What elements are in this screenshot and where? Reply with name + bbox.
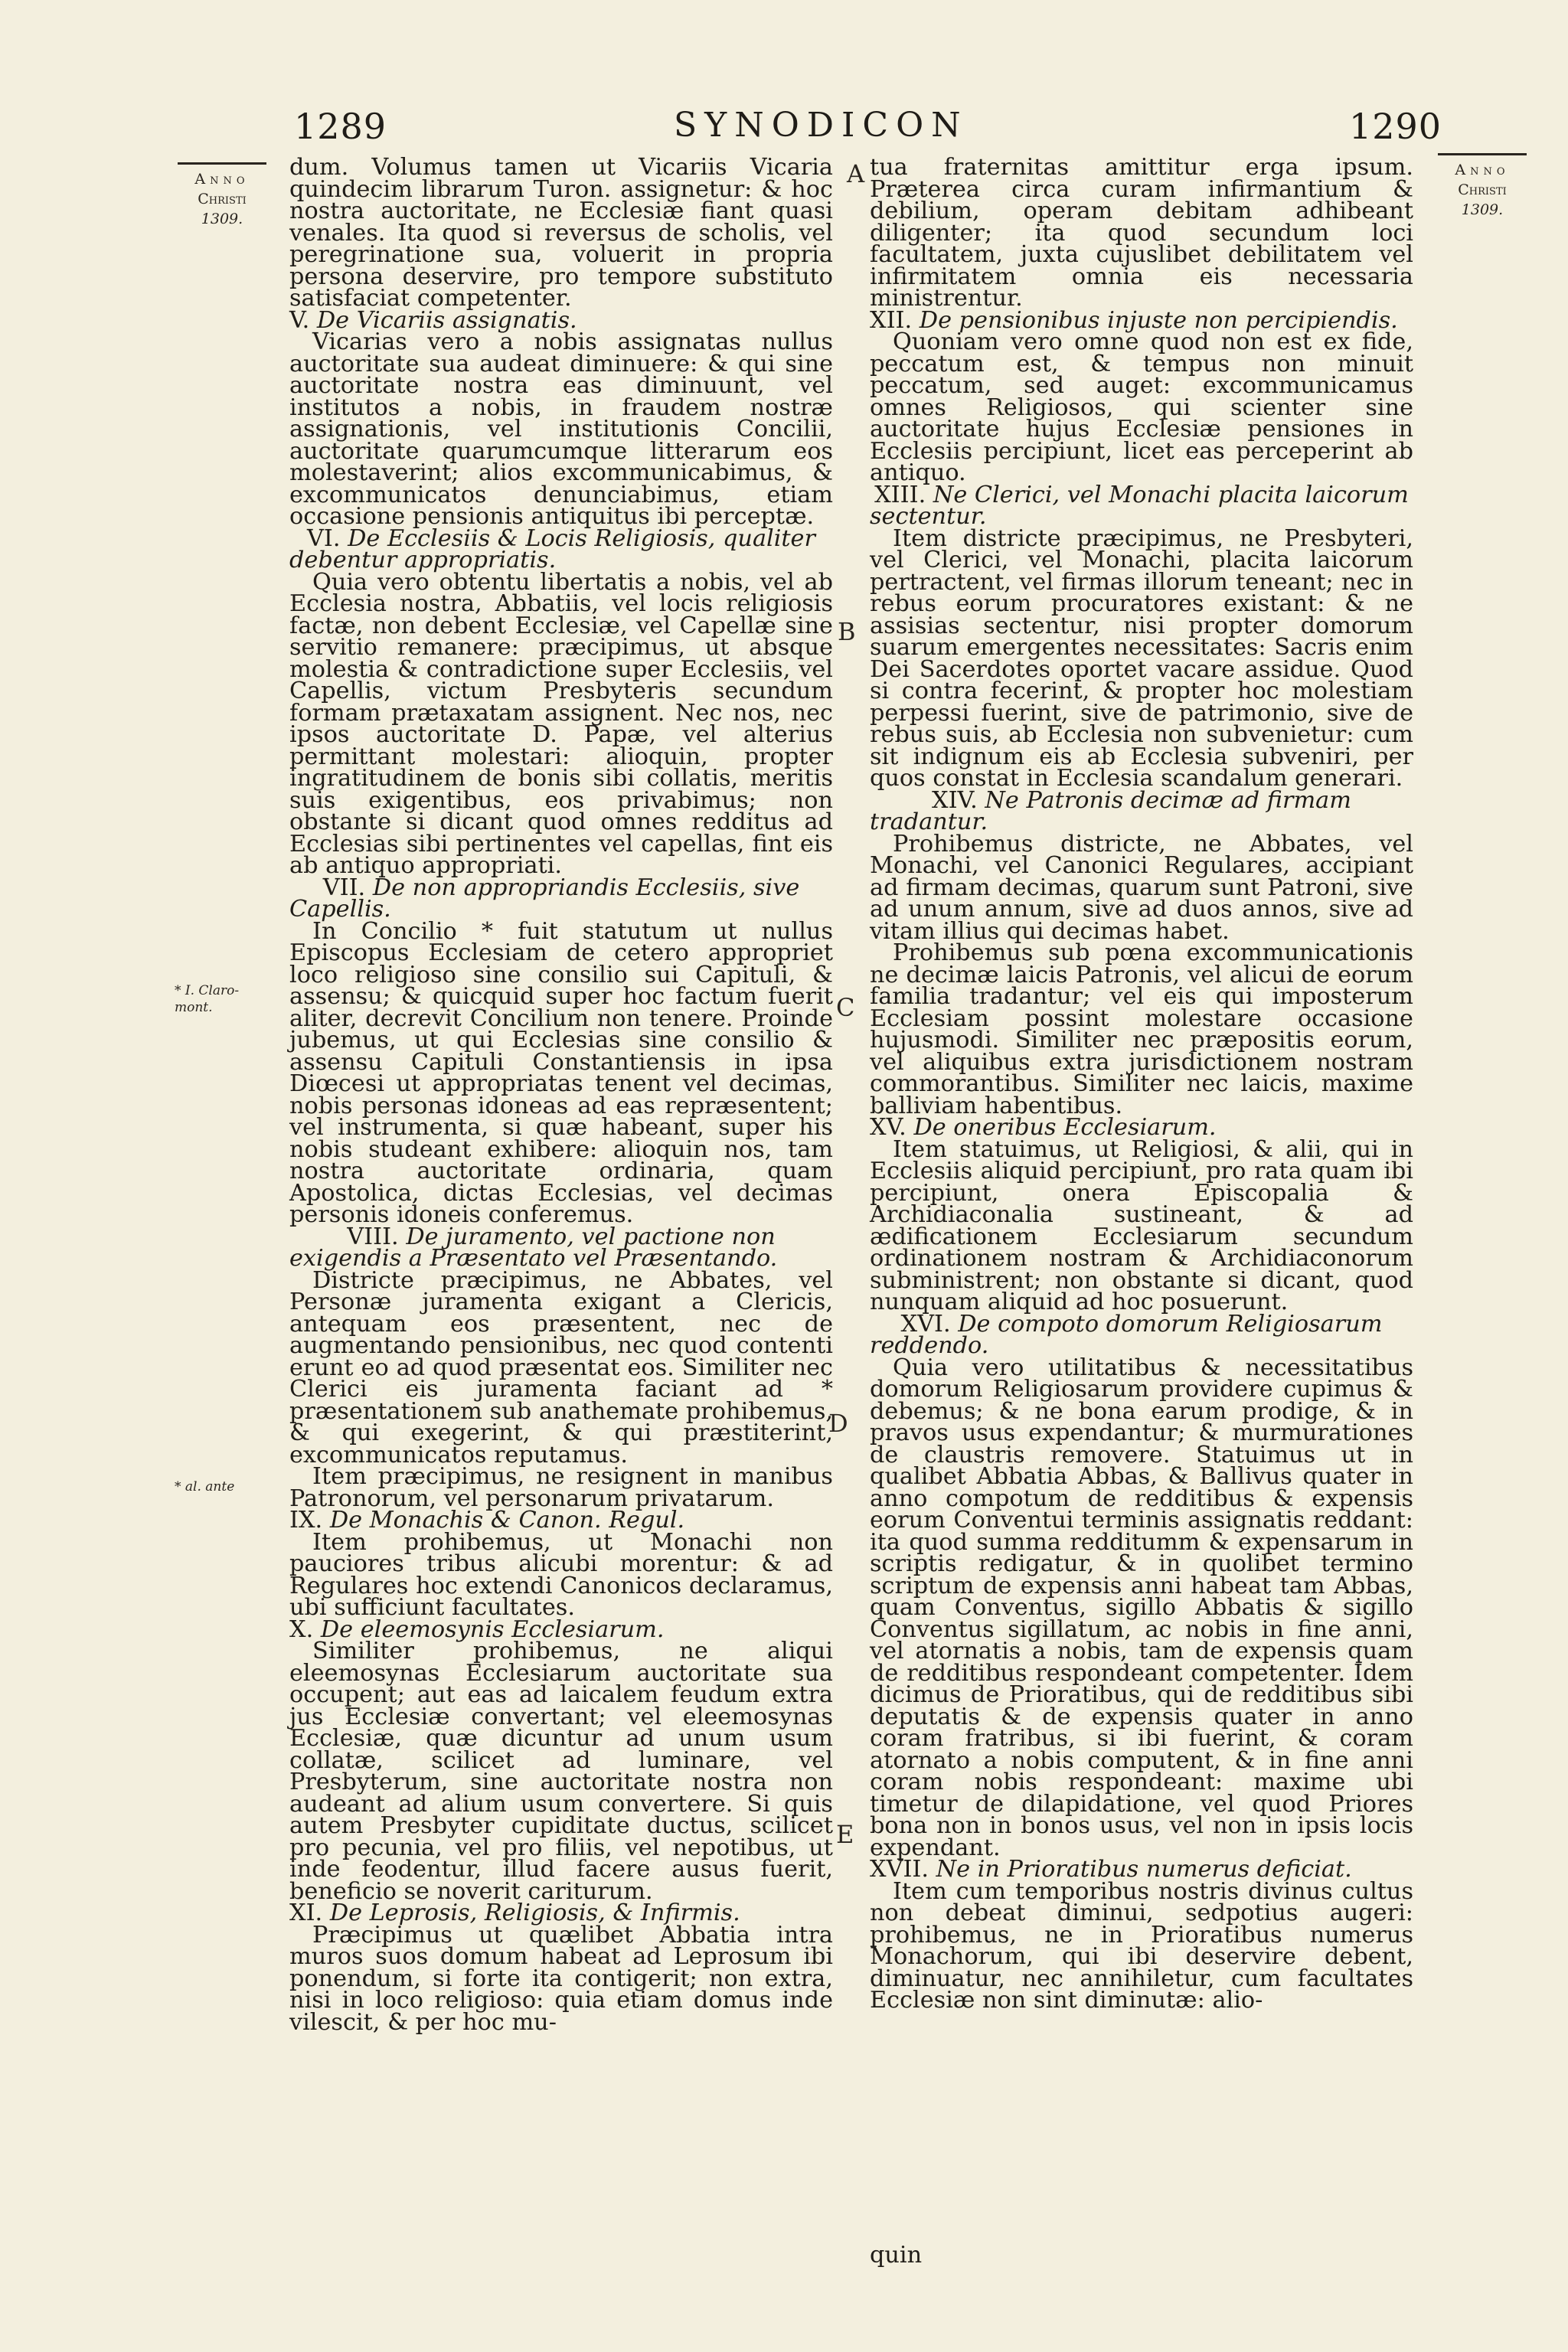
- section-letter-e: E: [836, 1820, 854, 1849]
- margin-rule: [178, 162, 266, 165]
- section-number: XII.: [870, 306, 913, 334]
- paragraph: Quoniam vero omne quod non est ex fide, peccatum est, & tempus non minuit peccatum, sed auget: excommunicamus omnes Religiosos, qui scienter sine auctoritate hujus Ecclesiæ pensiones in Ecclesiis percipiunt, licet eas perceperint ab antiquo.: [870, 328, 1413, 486]
- right-column: [870, 154, 1413, 2014]
- section-title: De compoto domorum Religiosarum reddendo.: [870, 1310, 1383, 1359]
- continued-paragraph: tua fraternitas amittitur erga ipsum. Præterea circa curam infirmantium & debilium, operam debitam adhibeant diligenter; ita quod secundum loci facultatem, juxta cujuslibet debilitatem vel infirmitatem omnia eis necessaria ministrentur.: [870, 154, 1413, 312]
- paragraph: Prohibemus districte, ne Abbates, vel Monachi, vel Canonici Regulares, accipiant ad firmam decimas, quarum sunt Patroni, sive ad unum annum, sive ad duos annos, sive ad vitam illius qui decimas habet.: [870, 830, 1413, 945]
- left-column: [289, 154, 833, 2036]
- section-title: Ne Patronis decimæ ad firmam tradantur.: [870, 786, 1351, 835]
- paragraph: Item statuimus, ut Religiosi, & alii, qui in Ecclesiis aliquid percipiunt, pro rata quam ibi percipiunt, onera Episcopalia & Archidiaconalia sustineant, & ad ædificationem Ecclesiarum secundum ordinationem nostram & Archidiaconorum subministrent; non obstante si dicant, quod nunquam aliquid ad hoc posuerunt.: [870, 1135, 1413, 1315]
- section-number: XV.: [870, 1114, 906, 1141]
- margin-rule: [1438, 153, 1527, 155]
- section-title: De eleemosynis Ecclesiarum.: [320, 1615, 665, 1643]
- section-title: Ne Clerici, vel Monachi placita laicorum sectentur.: [870, 481, 1409, 530]
- section-number: V.: [289, 306, 310, 334]
- section-heading: [870, 481, 1413, 530]
- section-title: De juramento, vel pactione non exigendis a Præsentato vel Præsentando.: [289, 1223, 778, 1272]
- section-title: De Vicariis assignatis.: [316, 306, 577, 334]
- section-letter-d: D: [828, 1409, 848, 1438]
- catchword: quin: [870, 2242, 923, 2269]
- section-number: XI.: [289, 1900, 323, 1926]
- paragraph: Item districte præcipimus, ne Presbyteri, vel Clerici, vel Monachi, placita laicorum pertractent, vel firmas illorum teneant; nec in rebus eorum procuratores existant: & ne assisias sectentur, nisi propter domorum suarum emergentes necessitates: Sacris enim Dei Sacerdotes oportet vacare assidue. Quod si contra fecerint, & propter hoc molestiam perpessi fuerint, sive de patrimonio, sive de rebus suis, ab Ecclesia non subvenietur: cum sit indignum eis ab Ecclesia subveniri, per quos constat in Ecclesia scandalum generari.: [870, 524, 1413, 792]
- margin-note-ante: * al. ante: [175, 1479, 235, 1494]
- section-title: De oneribus Ecclesiarum.: [913, 1114, 1217, 1141]
- catchword-wrap: [870, 2242, 1413, 2269]
- paragraph: In Concilio * fuit statutum ut nullus Episcopus Ecclesiam de cetero appropriet loco religioso sine consilio sui Capituli, & assensu; & quicquid super hoc factum fuerit aliter, decrevit Concilium non tenere. Proinde jubemus, ut qui Ecclesias sine consilio & assensu Capituli Constantiensis in ipsa Diœcesi ut appropriatas tenent vel decimas, nobis personas idoneas ad eas repræsentent; vel instrumenta, si quæ habeant, super his nobis studeant exhibere: alioquin nos, tam nostra auctoritate ordinaria, quam Apostolica, dictas Ecclesias, vel decimas personis idoneis conferemus.: [289, 917, 833, 1228]
- section-letter-a: A: [847, 159, 865, 188]
- margin-year: 1309.: [1461, 201, 1504, 218]
- margin-anno: Anno: [194, 171, 250, 188]
- section-title: De Leprosis, Religiosis, & Infirmis.: [329, 1900, 740, 1926]
- page-number-left: 1289: [294, 106, 387, 147]
- paragraph: Vicarias vero a nobis assignatas nullus auctoritate sua audeat diminuere: & qui sine auctoritate nostra eas diminuunt, vel institutos a nobis, in fraudem nostræ assignationis, vel institutionis Concilii, auctoritate quarumcumque litterarum eos molestaverint; alios excommunicabimus, & excommunicatos denunciabimus, etiam occasione pensionis antiquitus ibi perceptæ.: [289, 328, 833, 530]
- section-letter-c: C: [836, 993, 855, 1022]
- running-head: [0, 92, 1568, 153]
- section-title: De Monachis & Canon. Regul.: [329, 1507, 685, 1534]
- margin-year-right: [1433, 153, 1531, 220]
- paragraph: Præcipimus ut quælibet Abbatia intra muros suos domum habeat ad Leprosum ibi ponendum, si forte ita contigerit; non extra, nisi in loco religioso: quia etiam domus inde vilescit, & per hoc mu-: [289, 1921, 833, 2036]
- paragraph: Item cum temporibus nostris divinus cultus non debeat diminui, sedpotius augeri: prohibemus, ne in Prioratibus numerus Monachorum, qui ibi deservire debent, diminuatur, nec annihiletur, cum facultates Ecclesiæ non sint diminutæ: alio-: [870, 1877, 1413, 2014]
- section-heading: [870, 1310, 1413, 1359]
- section-title: Ne in Prioratibus numerus deficiat.: [936, 1856, 1352, 1883]
- section-number: XVII.: [870, 1856, 929, 1883]
- section-number: VI.: [307, 524, 341, 552]
- running-title: SYNODICON: [674, 106, 969, 145]
- paragraph: Districte præcipimus, ne Abbates, vel Personæ juramenta exigant a Clericis, antequam eos præsentent, nec de augmentando pensionibus, nec quod contenti erunt eo ad quod præsentat eos. Similiter nec Clerici eis juramenta faciant ad * præsentationem sub anathemate prohibemus, & qui exegerint, & qui præstiterint, excommunicatos reputamus.: [289, 1266, 833, 1468]
- section-number: VII.: [322, 874, 366, 901]
- margin-year: 1309.: [201, 211, 243, 227]
- section-letter-b: B: [838, 617, 856, 646]
- section-heading: [289, 874, 833, 923]
- section-heading: [870, 786, 1413, 835]
- section-number: X.: [289, 1615, 314, 1643]
- margin-christi: Christi: [198, 191, 247, 207]
- margin-christi: Christi: [1458, 181, 1507, 198]
- section-title: De non appropriandis Ecclesiis, sive Capellis.: [289, 874, 800, 923]
- margin-anno: Anno: [1455, 162, 1510, 178]
- paragraph: Quia vero utilitatibus & necessitatibus domorum Religiosarum providere cupimus & debemus; & ne bona earum prodige, & in pravos usus expendantur; & murmurationes de claustris removere. Statuimus ut in qualibet Abbatia Abbas, & Ballivus quater in anno compotum de redditibus & expensis eorum Conventui terminis assignatis reddant: ita quod summa redditumm & expensarum in scriptis redigatur, & in quolibet termino scriptum de expensis anni habeat tam Abbas, quam Conventus, sigillo Abbatis & sigillo Conventus sigillatum, ac nobis in fine anni, vel atornatis a nobis, tam de expensis quam de redditibus respondeant competenter. Idem dicimus de Prioratibus, qui de redditibus sibi deputatis & de expensis quater in anno coram fratribus, si ibi fuerint, & coram atornato a nobis computent, & in fine anni coram nobis respondeant: maxime ubi timetur de dilapidatione, vel quod Priores bona non in bonos usus, vel non in ipsis locis expendant.: [870, 1354, 1413, 1861]
- section-title: De Ecclesiis & Locis Religiosis, qualiter debentur appropriatis.: [289, 524, 815, 573]
- section-number: XIII.: [874, 481, 926, 508]
- section-number: IX.: [289, 1507, 323, 1534]
- section-number: XIV.: [932, 786, 978, 814]
- section-number: XVI.: [900, 1310, 951, 1338]
- paragraph: Item præcipimus, ne resignent in manibus Patronorum, vel personarum privatarum.: [289, 1463, 833, 1512]
- continued-paragraph: dum. Volumus tamen ut Vicariis Vicaria quindecim librarum Turon. assignetur: & hoc nostra auctoritate, ne Ecclesiæ fiant quasi venales. Ita quod si reversus de scholis, vel peregrinatione sua, voluerit in propria persona deservire, pro tempore substituto satisfaciat competenter.: [289, 154, 833, 312]
- section-heading: [289, 1223, 833, 1272]
- section-heading: [289, 524, 833, 573]
- paragraph: Similiter prohibemus, ne aliqui eleemosynas Ecclesiarum auctoritate sua occupent; aut eas ad laicalem feudum extra jus Ecclesiæ convertant; vel eleemosynas Ecclesiæ, quæ dicuntur ad unum usum collatæ, scilicet ad luminare, vel Presbyterum, sine auctoritate nostra non audeant ad alium usum convertere. Si quis autem Presbyter cupiditate ductus, scilicet pro pecunia, vel pro filiis, vel nepotibus, ut inde feodentur, illud facere ausus fuerit, beneficio se noverit cariturum.: [289, 1638, 833, 1905]
- margin-year-left: [173, 162, 271, 229]
- section-title: De pensionibus injuste non percipiendis.: [919, 306, 1398, 334]
- paragraph: Item prohibemus, ut Monachi non pauciores tribus alicubi morentur: & ad Regulares hoc extendi Canonicos declaramus, ubi sufficiunt facultates.: [289, 1528, 833, 1621]
- paragraph: Quia vero obtentu libertatis a nobis, vel ab Ecclesia nostra, Abbatiis, vel locis religiosis factæ, non debent Ecclesiæ, vel Capellæ sine servitio remanere: præcipimus, ut absque molestia & contradictione super Ecclesiis, vel Capellis, victum Presbyteris secundum formam prætaxatam assignent. Nec nos, nec ipsos auctoritate D. Papæ, vel alterius permittant molestari: alioquin, propter ingratitudinem de bonis sibi collatis, meritis suis exigentibus, eos privabimus; non obstante si dicant quod omnes redditus ad Ecclesias sibi pertinentes vel capellas, fint eis ab antiquo appropriati.: [289, 568, 833, 879]
- margin-note-claromont: * I. Claro-mont.: [175, 983, 240, 1015]
- paragraph: Prohibemus sub pœna excommunicationis ne decimæ laicis Patronis, vel alicui de eorum familia tradantur; vel eis qui imposterum Ecclesiam possint molestare occasione hujusmodi. Similiter nec præpositis eorum, vel aliquibus extra jurisdictionem nostram commorantibus. Similiter nec laicis, maxime balliviam habentibus.: [870, 939, 1413, 1119]
- section-number: VIII.: [347, 1223, 399, 1250]
- page-number-right: 1290: [1349, 106, 1442, 147]
